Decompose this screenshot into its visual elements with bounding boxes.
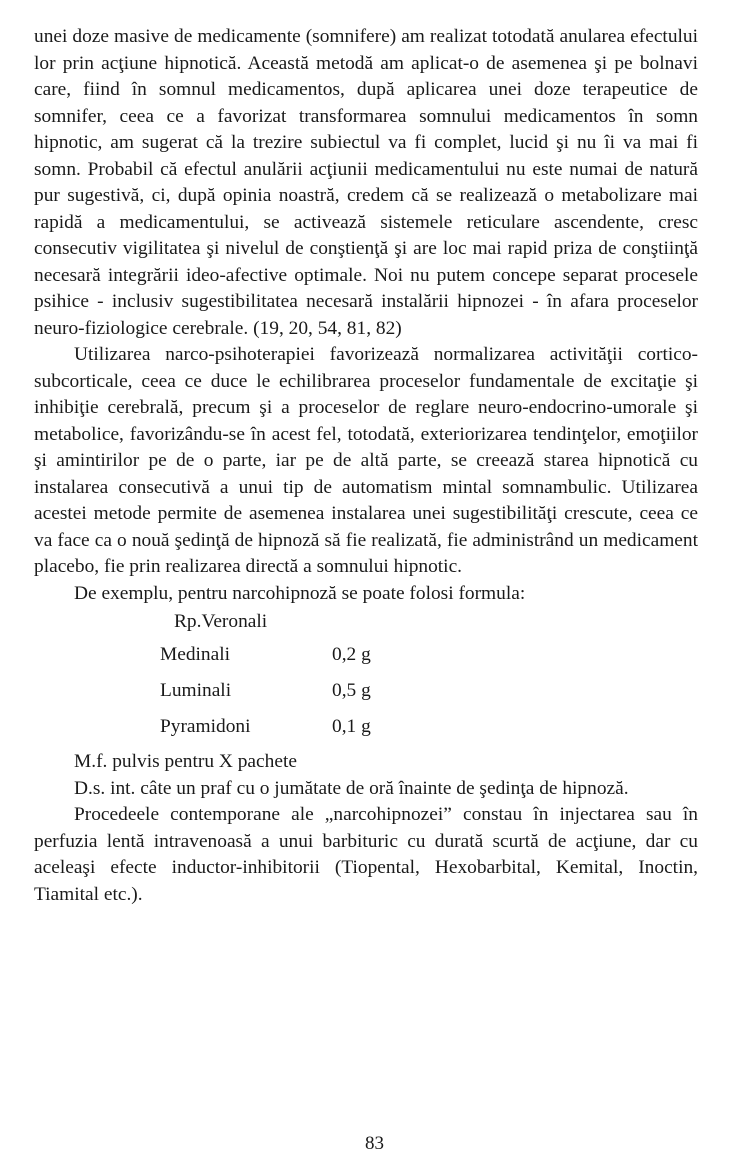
formula-ingredient: Luminali [160,680,232,701]
formula-mf-line: M.f. pulvis pentru X pachete [74,751,297,772]
formula-ingredient: Pyramidoni [160,716,251,737]
prescription-formula [34,607,698,745]
paragraph-procedee-contemporane: Procedeele contemporane ale „narcohipnozei” constau în injectarea sau în perfuzia lentă intravenoasă a unui barbituric cu durată scurtă de acţiune, dar cu aceleaşi efecte inductor-inhibitorii (Tiopental, Hexobarbital, Kemital, Inoctin, Tiamital etc.). [34,804,698,905]
formula-row [160,673,698,709]
formula-dose: 0,2 g [332,644,371,665]
paragraph-formula-intro: De exemplu, pentru narcohipnoză se poate folosi formula: [74,582,526,604]
page-number: 83 [365,1133,384,1154]
formula-row [160,709,698,745]
page-body [34,24,698,908]
formula-ds-line: D.s. int. câte un praf cu o jumătate de oră înainte de şedinţa de hipnoză. [74,777,629,799]
formula-dose: 0,1 g [332,716,371,737]
formula-title: Rp.Veronali [174,611,268,632]
formula-dose: 0,5 g [332,680,371,701]
formula-row [160,637,698,673]
formula-ingredient: Medinali [160,644,231,665]
paragraph-narco-psihoterapie: Utilizarea narco-psihoterapiei favorizează normalizarea activităţii cortico-subcorticale, ceea ce duce le echilibrarea proceselor fundamentale de excitaţie şi inhibiţie cerebrală, precum şi a proceselor de reglare neuro-endocrino-umorale şi metabolice, favorizându-se în acest fel, totodată, exteriorizarea tendinţelor, emoţiilor şi amintirilor pe de o parte, iar pe de altă parte, se creează starea hipnotică cu instalarea consecutivă a unui tip de automatism mintal somnambulic. Utilizarea acestei metode permite de asemenea instalarea unei sugestibilităţi crescute, ceea ce va face ca o nouă şedinţă de hipnoză să fie realizată, fie administrând un medicament placebo, fie prin realizarea directă a somnului hipnotic. [34,344,698,577]
paragraph-somnifere: unei doze masive de medicamente (somnifere) am realizat totodată anularea efectului lor prin acţiune hipnotică. Această metodă am aplicat-o de asemenea şi pe bolnavi care, fiind în somnul medicamentos, după aplicarea unei doze terapeutice de somnifer, ceea ce a favorizat transformarea somnului medicamentos în somn hipnotic, am sugerat că la trezire subiectul va fi complet, lucid şi nu îi va mai fi somn. Probabil că efectul anulării acţiunii medicamentului nu este numai de natură pur sugestivă, ci, după opinia noastră, credem că se realizează o metabolizare mai rapidă a medicamentului, se activează sistemele reticulare ascendente, cresc consecutiv vigilitatea şi nivelul de conştienţă şi are loc mai rapid priza de conştiinţă necesară integrării ideo-afective optimale. Noi nu putem concepe separat procesele psihice - inclusiv sugestibilitatea necesară instalării hipnozei - în afara proceselor neuro-fiziologice cerebrale. (19, 20, 54, 81, 82) [34,26,698,339]
